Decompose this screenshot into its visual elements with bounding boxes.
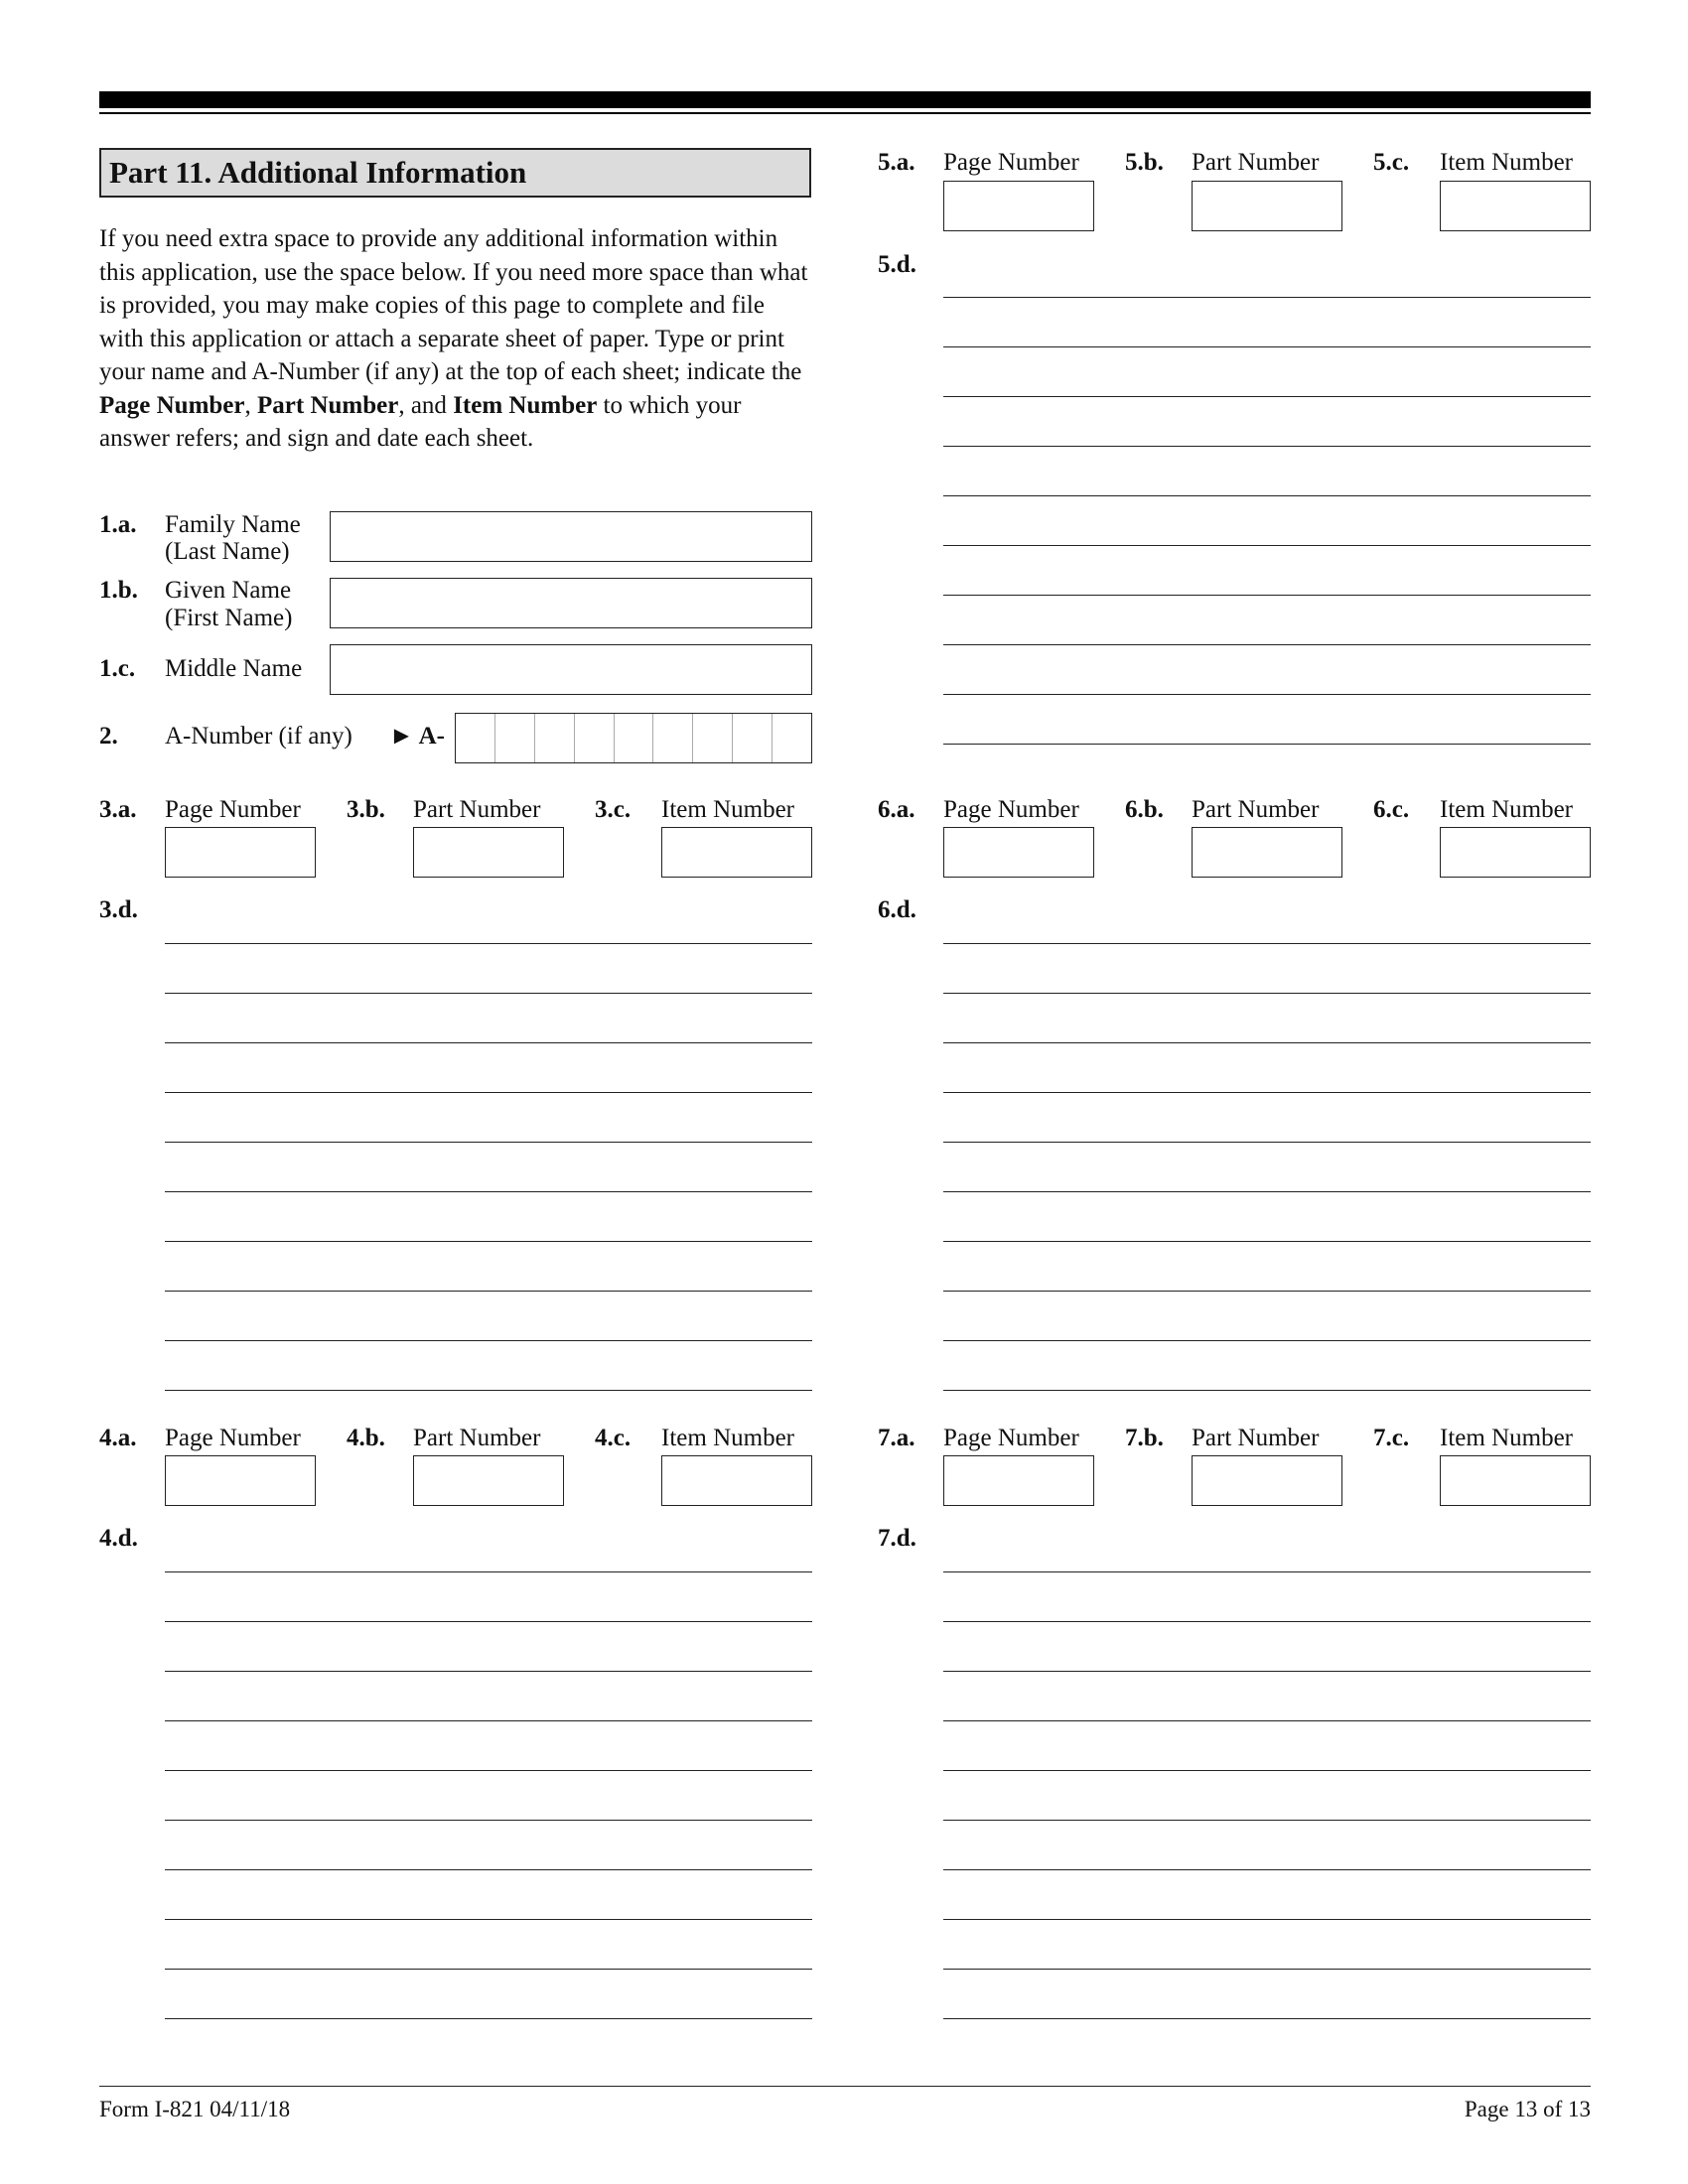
item-number-7d: 7.d. bbox=[878, 1525, 916, 1552]
answer-line[interactable] bbox=[165, 1042, 812, 1043]
item-number-5d: 5.d. bbox=[878, 251, 916, 278]
answer-line[interactable] bbox=[943, 545, 1591, 546]
answer-line[interactable] bbox=[943, 1820, 1591, 1821]
part-number-field[interactable] bbox=[413, 827, 564, 878]
item-number-field[interactable] bbox=[661, 827, 812, 878]
a-number-digit-cell bbox=[653, 714, 693, 762]
item-number-1b: 1.b. bbox=[99, 577, 138, 604]
answer-line[interactable] bbox=[165, 1571, 812, 1572]
a-number-digit-cell bbox=[575, 714, 615, 762]
answer-line[interactable] bbox=[943, 1720, 1591, 1721]
intro-bold-page: Page Number bbox=[99, 391, 245, 419]
a-number-digit-cell bbox=[773, 714, 811, 762]
item-number-5b: 5.b. bbox=[1125, 149, 1164, 176]
answer-line[interactable] bbox=[165, 943, 812, 944]
middle-name-field[interactable] bbox=[330, 644, 812, 695]
item-number-7a: 7.a. bbox=[878, 1425, 915, 1451]
answer-line[interactable] bbox=[943, 993, 1591, 994]
item-number-1a: 1.a. bbox=[99, 511, 137, 538]
item-number-3d: 3.d. bbox=[99, 896, 138, 923]
answer-line[interactable] bbox=[165, 1291, 812, 1292]
footer-rule bbox=[99, 2086, 1591, 2087]
item-number-label: Item Number bbox=[1440, 796, 1573, 823]
intro-text: to which your answer refers; and sign and date each sheet. bbox=[99, 391, 742, 452]
top-thin-rule bbox=[99, 112, 1591, 114]
item-number-3c: 3.c. bbox=[595, 796, 632, 823]
answer-line[interactable] bbox=[165, 993, 812, 994]
answer-line[interactable] bbox=[943, 1390, 1591, 1391]
middle-name-label: Middle Name bbox=[165, 655, 303, 682]
a-number-field[interactable] bbox=[455, 713, 812, 763]
page-number-label: Page Number bbox=[165, 1425, 301, 1451]
item-number-1c: 1.c. bbox=[99, 655, 136, 682]
item-number-field[interactable] bbox=[1440, 1455, 1591, 1506]
a-number-digit-cell bbox=[456, 714, 495, 762]
answer-line[interactable] bbox=[943, 744, 1591, 745]
answer-line[interactable] bbox=[943, 694, 1591, 695]
a-number-label: A-Number (if any) bbox=[165, 723, 352, 750]
intro-text: , bbox=[244, 391, 257, 419]
item-number-3b: 3.b. bbox=[347, 796, 385, 823]
a-number-digit-cell bbox=[495, 714, 535, 762]
answer-line[interactable] bbox=[943, 1042, 1591, 1043]
answer-line[interactable] bbox=[165, 1142, 812, 1143]
answer-line[interactable] bbox=[165, 1969, 812, 1970]
part-number-label: Part Number bbox=[1192, 796, 1320, 823]
answer-line[interactable] bbox=[165, 1390, 812, 1391]
answer-line[interactable] bbox=[943, 1340, 1591, 1341]
item-number-field[interactable] bbox=[1440, 181, 1591, 231]
item-number-6c: 6.c. bbox=[1373, 796, 1410, 823]
item-number-6a: 6.a. bbox=[878, 796, 915, 823]
page-number-field[interactable] bbox=[943, 827, 1094, 878]
answer-line[interactable] bbox=[165, 1092, 812, 1093]
family-name-label: Family Name bbox=[165, 511, 301, 538]
page-number-label: Page Number bbox=[943, 1425, 1079, 1451]
item-number-4c: 4.c. bbox=[595, 1425, 632, 1451]
part-number-field[interactable] bbox=[1192, 1455, 1342, 1506]
page-number-field[interactable] bbox=[943, 181, 1094, 231]
item-number-label: Item Number bbox=[661, 796, 794, 823]
a-number-digit-cell bbox=[733, 714, 773, 762]
item-number-3a: 3.a. bbox=[99, 796, 137, 823]
part-number-field[interactable] bbox=[1192, 827, 1342, 878]
given-name-label: Given Name bbox=[165, 577, 292, 604]
answer-line[interactable] bbox=[943, 1241, 1591, 1242]
answer-line[interactable] bbox=[943, 1142, 1591, 1143]
family-name-sublabel: (Last Name) bbox=[165, 538, 290, 565]
page-number-label: Page Number bbox=[165, 796, 301, 823]
intro-text: If you need extra space to provide any additional information within this application, use the space below. If you need more space than what is provided, you may make copies of this page to complete and file with this application or attach a separate sheet of paper. Type or print your name and A-Number (if any) at the top of each sheet; indicate the bbox=[99, 225, 808, 385]
page-number-field[interactable] bbox=[165, 827, 316, 878]
part-number-field[interactable] bbox=[413, 1455, 564, 1506]
answer-line[interactable] bbox=[943, 297, 1591, 298]
item-number-4d: 4.d. bbox=[99, 1525, 138, 1552]
page-number-field[interactable] bbox=[943, 1455, 1094, 1506]
given-name-sublabel: (First Name) bbox=[165, 605, 293, 631]
item-number-6d: 6.d. bbox=[878, 896, 916, 923]
a-number-digit-cell bbox=[693, 714, 733, 762]
part-title: Part 11. Additional Information bbox=[109, 155, 527, 190]
part-number-label: Part Number bbox=[413, 796, 541, 823]
a-number-digit-cell bbox=[615, 714, 654, 762]
item-number-5c: 5.c. bbox=[1373, 149, 1410, 176]
answer-line[interactable] bbox=[165, 2018, 812, 2019]
answer-line[interactable] bbox=[943, 1770, 1591, 1771]
part-number-label: Part Number bbox=[413, 1425, 541, 1451]
item-number-7b: 7.b. bbox=[1125, 1425, 1164, 1451]
a-number-digit-cell bbox=[535, 714, 575, 762]
answer-line[interactable] bbox=[165, 1770, 812, 1771]
part-number-label: Part Number bbox=[1192, 149, 1320, 176]
answer-line[interactable] bbox=[943, 1191, 1591, 1192]
item-number-field[interactable] bbox=[661, 1455, 812, 1506]
answer-line[interactable] bbox=[943, 1919, 1591, 1920]
item-number-label: Item Number bbox=[661, 1425, 794, 1451]
answer-line[interactable] bbox=[165, 1340, 812, 1341]
item-number-field[interactable] bbox=[1440, 827, 1591, 878]
answer-line[interactable] bbox=[943, 446, 1591, 447]
instructions-paragraph bbox=[99, 222, 814, 456]
item-number-label: Item Number bbox=[1440, 1425, 1573, 1451]
answer-line[interactable] bbox=[165, 1820, 812, 1821]
answer-line[interactable] bbox=[165, 1919, 812, 1920]
answer-line[interactable] bbox=[943, 1969, 1591, 1970]
answer-line[interactable] bbox=[943, 2018, 1591, 2019]
answer-line[interactable] bbox=[943, 396, 1591, 397]
answer-line[interactable] bbox=[943, 1571, 1591, 1572]
item-number-7c: 7.c. bbox=[1373, 1425, 1410, 1451]
intro-bold-item: Item Number bbox=[453, 391, 598, 419]
page-number-label: Page Number bbox=[943, 796, 1079, 823]
top-thick-rule bbox=[99, 91, 1591, 108]
answer-line[interactable] bbox=[943, 1621, 1591, 1622]
answer-line[interactable] bbox=[943, 1291, 1591, 1292]
intro-bold-part: Part Number bbox=[257, 391, 399, 419]
answer-line[interactable] bbox=[165, 1869, 812, 1870]
answer-line[interactable] bbox=[943, 1671, 1591, 1672]
page-indicator: Page 13 of 13 bbox=[1464, 2097, 1591, 2121]
answer-line[interactable] bbox=[943, 1869, 1591, 1870]
answer-line[interactable] bbox=[165, 1621, 812, 1622]
answer-line[interactable] bbox=[165, 1720, 812, 1721]
part-number-field[interactable] bbox=[1192, 181, 1342, 231]
form-id: Form I-821 04/11/18 bbox=[99, 2097, 291, 2121]
part-number-label: Part Number bbox=[1192, 1425, 1320, 1451]
item-number-5a: 5.a. bbox=[878, 149, 915, 176]
answer-line[interactable] bbox=[943, 943, 1591, 944]
page-number-label: Page Number bbox=[943, 149, 1079, 176]
item-number-6b: 6.b. bbox=[1125, 796, 1164, 823]
answer-line[interactable] bbox=[165, 1671, 812, 1672]
item-number-4b: 4.b. bbox=[347, 1425, 385, 1451]
page-number-field[interactable] bbox=[165, 1455, 316, 1506]
intro-text: , and bbox=[398, 391, 454, 419]
answer-line[interactable] bbox=[165, 1191, 812, 1192]
answer-line[interactable] bbox=[943, 1092, 1591, 1093]
answer-line[interactable] bbox=[165, 1241, 812, 1242]
item-number-2: 2. bbox=[99, 723, 118, 750]
answer-line[interactable] bbox=[943, 644, 1591, 645]
given-name-field[interactable] bbox=[330, 578, 812, 628]
a-number-prefix: ► A- bbox=[389, 723, 445, 750]
family-name-field[interactable] bbox=[330, 511, 812, 562]
item-number-label: Item Number bbox=[1440, 149, 1573, 176]
answer-line[interactable] bbox=[943, 495, 1591, 496]
item-number-4a: 4.a. bbox=[99, 1425, 137, 1451]
part-header bbox=[99, 148, 811, 198]
answer-line[interactable] bbox=[943, 595, 1591, 596]
answer-line[interactable] bbox=[943, 346, 1591, 347]
